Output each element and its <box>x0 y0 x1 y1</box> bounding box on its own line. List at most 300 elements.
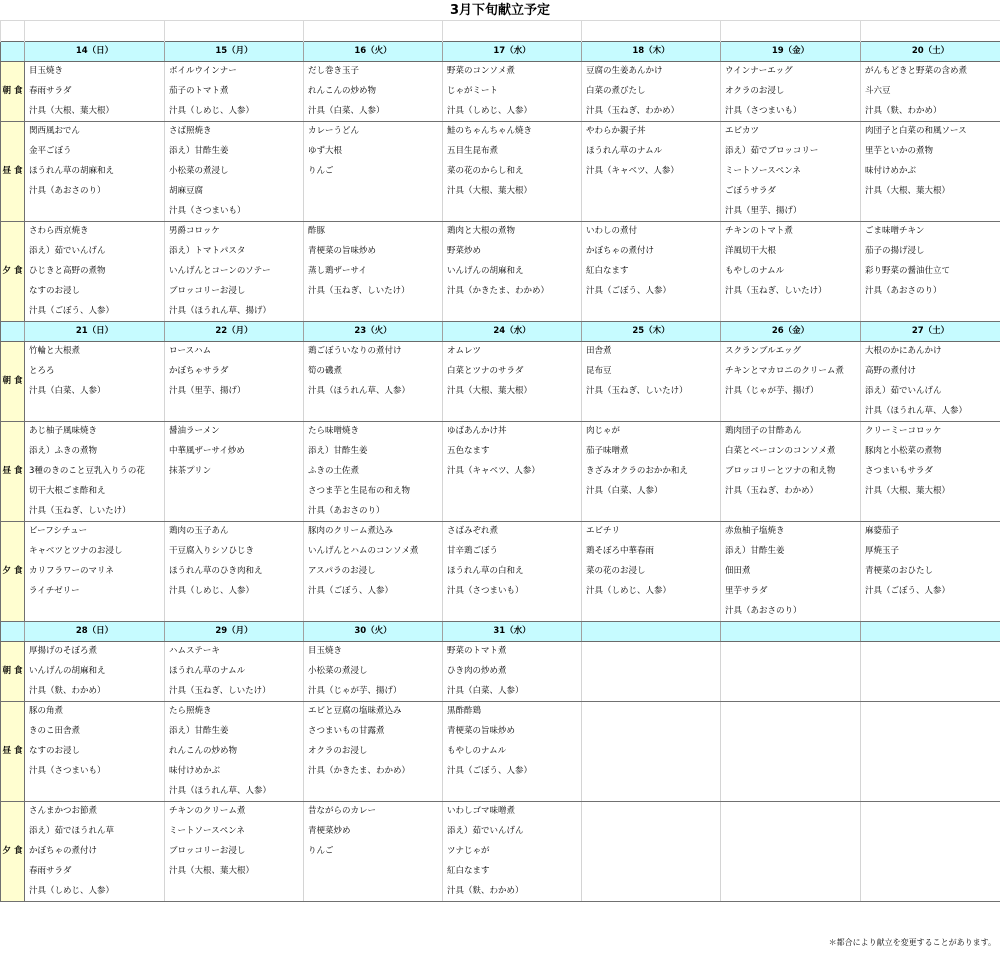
dish-cell: 男爵コロッケ <box>165 222 304 242</box>
dish-cell <box>721 702 861 722</box>
dish-cell: 汁具（玉ねぎ、しいたけ） <box>582 382 721 402</box>
spacer-cell <box>861 21 1000 42</box>
dish-cell: れんこんの炒め物 <box>165 742 304 762</box>
header-corner <box>1 322 25 342</box>
dish-cell: 汁具（しめじ、人参） <box>582 582 721 602</box>
dish-cell <box>304 602 443 622</box>
dish-cell: 斗六豆 <box>861 82 1000 102</box>
dish-cell: ブロッコリーお浸し <box>165 842 304 862</box>
dish-cell: 添え）茹でほうれん草 <box>25 822 165 842</box>
dish-cell: 金平ごぼう <box>25 142 165 162</box>
dish-cell <box>861 642 1000 662</box>
dish-cell: 汁具（かきたま、わかめ） <box>443 282 582 302</box>
menu-row <box>1 502 1000 522</box>
dish-cell <box>721 502 861 522</box>
spacer-cell <box>25 21 165 42</box>
menu-row <box>1 142 1000 162</box>
dish-cell: ツナじゃが <box>443 842 582 862</box>
dish-cell: 鶏肉の玉子あん <box>165 522 304 542</box>
dish-cell: 汁具（ごぼう、人参） <box>443 762 582 782</box>
dish-cell <box>304 862 443 882</box>
dish-cell: もやしのナムル <box>443 742 582 762</box>
dish-cell <box>304 182 443 202</box>
dish-cell: ほうれん草のひき肉和え <box>165 562 304 582</box>
menu-row <box>1 402 1000 422</box>
day-header: 18（木） <box>582 42 721 62</box>
dish-cell: 赤魚柚子塩焼き <box>721 522 861 542</box>
menu-row <box>1 242 1000 262</box>
dish-cell: 青梗菜の旨味炒め <box>304 242 443 262</box>
dish-cell: 竹輪と大根煮 <box>25 342 165 362</box>
dish-cell: 添え）トマトパスタ <box>165 242 304 262</box>
day-header: 20（土） <box>861 42 1000 62</box>
spacer-cell <box>165 21 304 42</box>
dish-cell <box>25 202 165 222</box>
menu-row <box>1 722 1000 742</box>
dish-cell: 菜の花のお浸し <box>582 562 721 582</box>
dish-cell: 野菜炒め <box>443 242 582 262</box>
dish-cell: ゆばあんかけ丼 <box>443 422 582 442</box>
dish-cell: 汁具（大根、葉大根） <box>861 182 1000 202</box>
dish-cell: 春雨サラダ <box>25 862 165 882</box>
dish-cell: 昔ながらのカレー <box>304 802 443 822</box>
dinner-label: 夕 食 <box>1 802 25 902</box>
dish-cell <box>582 662 721 682</box>
menu-row <box>1 422 1000 442</box>
dish-cell: クリーミーコロッケ <box>861 422 1000 442</box>
menu-row <box>1 302 1000 322</box>
dish-cell <box>861 702 1000 722</box>
dish-cell: 白菜とベーコンのコンソメ煮 <box>721 442 861 462</box>
dish-cell <box>443 302 582 322</box>
dish-cell: 汁具（あおさのり） <box>304 502 443 522</box>
dish-cell: 豆腐の生姜あんかけ <box>582 62 721 82</box>
menu-row <box>1 602 1000 622</box>
dish-cell <box>861 762 1000 782</box>
dish-cell: 汁具（大根、葉大根） <box>861 482 1000 502</box>
menu-row <box>1 822 1000 842</box>
dish-cell: なすのお浸し <box>25 282 165 302</box>
dish-cell <box>443 502 582 522</box>
dish-cell: 中華風ザーサイ炒め <box>165 442 304 462</box>
dish-cell: 汁具（大根、葉大根） <box>165 862 304 882</box>
dish-cell: さつまいもサラダ <box>861 462 1000 482</box>
dish-cell: 添え）茹でいんげん <box>861 382 1000 402</box>
dish-cell: 青梗菜炒め <box>304 822 443 842</box>
dish-cell: 筍の磯煮 <box>304 362 443 382</box>
dish-cell: キャベツとツナのお浸し <box>25 542 165 562</box>
lunch-label: 昼 食 <box>1 702 25 802</box>
dish-cell: いわしゴマ味噌煮 <box>443 802 582 822</box>
dish-cell: 野菜のコンソメ煮 <box>443 62 582 82</box>
menu-row <box>1 462 1000 482</box>
day-header: 24（水） <box>443 322 582 342</box>
dish-cell: 鶏肉団子の甘酢あん <box>721 422 861 442</box>
dish-cell: 汁具（ごぼう、人参） <box>304 582 443 602</box>
dish-cell: 紅白なます <box>443 862 582 882</box>
dish-cell <box>721 762 861 782</box>
day-header: 28（日） <box>25 622 165 642</box>
dish-cell <box>861 502 1000 522</box>
menu-row <box>1 342 1000 362</box>
spacer-cell <box>582 21 721 42</box>
dish-cell <box>721 782 861 802</box>
dish-cell <box>582 602 721 622</box>
dish-cell: 青梗菜の旨味炒め <box>443 722 582 742</box>
menu-row <box>1 122 1000 142</box>
dish-cell: とろろ <box>25 362 165 382</box>
dish-cell <box>721 842 861 862</box>
menu-row <box>1 802 1000 822</box>
dish-cell: 汁具（白菜、人参） <box>443 682 582 702</box>
dish-cell: 添え）甘酢生姜 <box>304 442 443 462</box>
dish-cell: 汁具（ほうれん草、人参） <box>861 402 1000 422</box>
dish-cell: 酢豚 <box>304 222 443 242</box>
menu-row <box>1 662 1000 682</box>
day-header <box>861 622 1000 642</box>
dish-cell: 白菜とツナのサラダ <box>443 362 582 382</box>
dish-cell <box>861 782 1000 802</box>
day-header: 21（日） <box>25 322 165 342</box>
dish-cell: 鶏そぼろ中華春雨 <box>582 542 721 562</box>
dish-cell: ごぼうサラダ <box>721 182 861 202</box>
dish-cell: たら味噌焼き <box>304 422 443 442</box>
dish-cell <box>443 482 582 502</box>
dish-cell: きざみオクラのおかか和え <box>582 462 721 482</box>
menu-row <box>1 642 1000 662</box>
dish-cell <box>165 482 304 502</box>
dish-cell: ビーフシチュー <box>25 522 165 542</box>
dish-cell: エビチリ <box>582 522 721 542</box>
dish-cell: 茄子の揚げ浸し <box>861 242 1000 262</box>
dish-cell <box>721 302 861 322</box>
dish-cell <box>25 602 165 622</box>
dish-cell: 汁具（しめじ、人参） <box>165 582 304 602</box>
dinner-label: 夕 食 <box>1 522 25 622</box>
dish-cell <box>861 842 1000 862</box>
dish-cell: オクラのお浸し <box>304 742 443 762</box>
dish-cell: いんげんとハムのコンソメ煮 <box>304 542 443 562</box>
dish-cell: 汁具（ごぼう、人参） <box>861 582 1000 602</box>
dish-cell <box>861 302 1000 322</box>
dish-cell: だし巻き玉子 <box>304 62 443 82</box>
dish-cell <box>165 882 304 902</box>
dish-cell: きのこ田舎煮 <box>25 722 165 742</box>
dish-cell: 汁具（さつまいも） <box>25 762 165 782</box>
dish-cell <box>582 642 721 662</box>
menu-row <box>1 742 1000 762</box>
menu-row <box>1 202 1000 222</box>
dish-cell <box>582 862 721 882</box>
dish-cell <box>721 862 861 882</box>
dish-cell <box>721 642 861 662</box>
dish-cell: 洋風切干大根 <box>721 242 861 262</box>
menu-body <box>1 21 1000 902</box>
menu-row <box>1 862 1000 882</box>
menu-row <box>1 562 1000 582</box>
dinner-label: 夕 食 <box>1 222 25 322</box>
dish-cell: れんこんの炒め物 <box>304 82 443 102</box>
dish-cell: 大根のかにあんかけ <box>861 342 1000 362</box>
dish-cell <box>304 782 443 802</box>
dish-cell: さわら西京焼き <box>25 222 165 242</box>
dish-cell <box>721 662 861 682</box>
menu-row <box>1 762 1000 782</box>
dish-cell: ハムステーキ <box>165 642 304 662</box>
dish-cell: いんげんとコーンのソテー <box>165 262 304 282</box>
dish-cell: 汁具（麩、わかめ） <box>443 882 582 902</box>
dish-cell: 添え）甘酢生姜 <box>165 142 304 162</box>
dish-cell: 肉じゃが <box>582 422 721 442</box>
menu-row <box>1 702 1000 722</box>
dish-cell: ミートソースペンネ <box>165 822 304 842</box>
dish-cell <box>721 802 861 822</box>
dish-cell <box>443 602 582 622</box>
dish-cell: ゆず大根 <box>304 142 443 162</box>
dish-cell: 汁具（麩、わかめ） <box>25 682 165 702</box>
dish-cell: 鮭のちゃんちゃん焼き <box>443 122 582 142</box>
dish-cell: 蒸し鶏ザーサイ <box>304 262 443 282</box>
dish-cell: 汁具（ほうれん草、人参） <box>165 782 304 802</box>
dish-cell: チキンのトマト煮 <box>721 222 861 242</box>
dish-cell: 汁具（玉ねぎ、しいたけ） <box>304 282 443 302</box>
dish-cell: 干豆腐入りシソひじき <box>165 542 304 562</box>
dish-cell: 汁具（さつまいも） <box>165 202 304 222</box>
dish-cell <box>582 302 721 322</box>
spacer-cell <box>721 21 861 42</box>
page-title: 3月下旬献立予定 <box>449 3 551 18</box>
dish-cell: いんげんの胡麻和え <box>443 262 582 282</box>
dish-cell <box>721 722 861 742</box>
week-header-row <box>1 322 1000 342</box>
dish-cell: いんげんの胡麻和え <box>25 662 165 682</box>
menu-row <box>1 882 1000 902</box>
dish-cell: ひじきと高野の煮物 <box>25 262 165 282</box>
dish-cell <box>443 782 582 802</box>
day-header: 17（水） <box>443 42 582 62</box>
menu-row <box>1 682 1000 702</box>
menu-row <box>1 522 1000 542</box>
dish-cell <box>165 402 304 422</box>
menu-row <box>1 62 1000 82</box>
dish-cell <box>861 202 1000 222</box>
dish-cell <box>861 662 1000 682</box>
dish-cell: 汁具（あおさのり） <box>861 282 1000 302</box>
dish-cell: 汁具（じゃが芋、揚げ） <box>721 382 861 402</box>
dish-cell: 抹茶プリン <box>165 462 304 482</box>
dish-cell: 豚の角煮 <box>25 702 165 722</box>
dish-cell: エビカツ <box>721 122 861 142</box>
dish-cell: 汁具（白菜、人参） <box>304 102 443 122</box>
day-header: 31（水） <box>443 622 582 642</box>
dish-cell: 汁具（さつまいも） <box>443 582 582 602</box>
dish-cell: 添え）甘酢生姜 <box>165 722 304 742</box>
dish-cell: 汁具（大根、葉大根） <box>443 382 582 402</box>
header-corner <box>1 42 25 62</box>
menu-row <box>1 282 1000 302</box>
day-header <box>721 622 861 642</box>
dish-cell: ほうれん草の白和え <box>443 562 582 582</box>
week-header-row <box>1 622 1000 642</box>
dish-cell: 菜の花のからし和え <box>443 162 582 182</box>
dish-cell: ウインナーエッグ <box>721 62 861 82</box>
dish-cell: なすのお浸し <box>25 742 165 762</box>
dish-cell: 3種のきのこと豆乳入りうの花 <box>25 462 165 482</box>
dish-cell: さつま芋と生昆布の和え物 <box>304 482 443 502</box>
dish-cell: 豚肉と小松菜の煮物 <box>861 442 1000 462</box>
dish-cell <box>165 602 304 622</box>
spacer-cell <box>1 21 25 42</box>
dish-cell: 茄子味噌煮 <box>582 442 721 462</box>
dish-cell: 汁具（キャベツ、人参） <box>582 162 721 182</box>
dish-cell: 野菜のトマト煮 <box>443 642 582 662</box>
dish-cell: 添え）茹でブロッコリー <box>721 142 861 162</box>
dish-cell: かぼちゃサラダ <box>165 362 304 382</box>
dish-cell: 佃田煮 <box>721 562 861 582</box>
dish-cell: 鶏ごぼういなりの煮付け <box>304 342 443 362</box>
dish-cell <box>582 682 721 702</box>
dish-cell: 五目生昆布煮 <box>443 142 582 162</box>
lunch-label: 昼 食 <box>1 422 25 522</box>
dish-cell <box>861 602 1000 622</box>
dish-cell <box>721 822 861 842</box>
menu-row <box>1 582 1000 602</box>
dish-cell: 汁具（ごぼう、人参） <box>25 302 165 322</box>
dish-cell <box>25 782 165 802</box>
dish-cell: 汁具（大根、葉大根） <box>443 182 582 202</box>
dish-cell <box>861 722 1000 742</box>
dish-cell: りんご <box>304 842 443 862</box>
dish-cell <box>582 742 721 762</box>
dish-cell: 汁具（大根、葉大根） <box>25 102 165 122</box>
dish-cell: ごま味噌チキン <box>861 222 1000 242</box>
dish-cell <box>304 202 443 222</box>
dish-cell <box>443 202 582 222</box>
day-header: 14（日） <box>25 42 165 62</box>
header-corner <box>1 622 25 642</box>
dish-cell: 添え）茹でいんげん <box>25 242 165 262</box>
dish-cell <box>582 702 721 722</box>
dish-cell: 汁具（キャベツ、人参） <box>443 462 582 482</box>
menu-row <box>1 182 1000 202</box>
dish-cell: 汁具（しめじ、人参） <box>25 882 165 902</box>
dish-cell <box>304 402 443 422</box>
dish-cell: エビと豆腐の塩昧煮込み <box>304 702 443 722</box>
dish-cell: 目玉焼き <box>25 62 165 82</box>
menu-row <box>1 82 1000 102</box>
dish-cell: もやしのナムル <box>721 262 861 282</box>
dish-cell: 麻婆茄子 <box>861 522 1000 542</box>
dish-cell: 青梗菜のおひたし <box>861 562 1000 582</box>
day-header: 15（月） <box>165 42 304 62</box>
day-header: 16（火） <box>304 42 443 62</box>
menu-row <box>1 222 1000 242</box>
dish-cell: ひき肉の炒め煮 <box>443 662 582 682</box>
dish-cell <box>582 182 721 202</box>
dish-cell <box>582 882 721 902</box>
dish-cell: 汁具（白菜、人参） <box>582 482 721 502</box>
dish-cell: 汁具（玉ねぎ、しいたけ） <box>165 682 304 702</box>
dish-cell: 彩り野菜の醤油仕立て <box>861 262 1000 282</box>
dish-cell <box>443 402 582 422</box>
menu-row <box>1 162 1000 182</box>
dish-cell: 肉団子と白菜の和風ソース <box>861 122 1000 142</box>
dish-cell: 高野の煮付け <box>861 362 1000 382</box>
dish-cell: カリフラワーのマリネ <box>25 562 165 582</box>
dish-cell: 味付けめかぶ <box>861 162 1000 182</box>
dish-cell <box>721 882 861 902</box>
dish-cell: 汁具（里芋、揚げ） <box>721 202 861 222</box>
dish-cell: かぼちゃの煮付け <box>25 842 165 862</box>
day-header: 19（金） <box>721 42 861 62</box>
dish-cell: じゃがミート <box>443 82 582 102</box>
menu-row <box>1 782 1000 802</box>
dish-cell: 里芋といかの煮物 <box>861 142 1000 162</box>
dish-cell: 汁具（玉ねぎ、わかめ） <box>582 102 721 122</box>
footnote: ＊都合により献立を変更することがあります。 <box>828 938 996 947</box>
spacer-cell <box>443 21 582 42</box>
dish-cell: 目玉焼き <box>304 642 443 662</box>
dish-cell: さばみぞれ煮 <box>443 522 582 542</box>
menu-row <box>1 362 1000 382</box>
dish-cell <box>582 762 721 782</box>
dish-cell: オクラのお浸し <box>721 82 861 102</box>
day-header <box>582 622 721 642</box>
day-header: 29（月） <box>165 622 304 642</box>
dish-cell: 汁具（麩、わかめ） <box>861 102 1000 122</box>
dish-cell: 田舎煮 <box>582 342 721 362</box>
dish-cell: さんまかつお節煮 <box>25 802 165 822</box>
dish-cell: 汁具（あおさのり） <box>25 182 165 202</box>
breakfast-label: 朝 食 <box>1 642 25 702</box>
dish-cell: 関西風おでん <box>25 122 165 142</box>
menu-row <box>1 262 1000 282</box>
breakfast-label: 朝 食 <box>1 62 25 122</box>
dish-cell <box>861 682 1000 702</box>
dish-cell: 汁具（玉ねぎ、しいたけ） <box>721 282 861 302</box>
dish-cell <box>582 402 721 422</box>
dish-cell: やわらか親子丼 <box>582 122 721 142</box>
dish-cell: 汁具（あおさのり） <box>721 602 861 622</box>
dish-cell: アスパラのお浸し <box>304 562 443 582</box>
dish-cell <box>861 862 1000 882</box>
menu-table <box>0 20 1000 902</box>
dish-cell <box>861 802 1000 822</box>
menu-row <box>1 542 1000 562</box>
dish-cell: 味付けめかぶ <box>165 762 304 782</box>
dish-cell: 添え）ふきの煮物 <box>25 442 165 462</box>
dish-cell <box>165 502 304 522</box>
dish-cell: 添え）甘酢生姜 <box>721 542 861 562</box>
dish-cell: 汁具（里芋、揚げ） <box>165 382 304 402</box>
dish-cell <box>721 682 861 702</box>
dish-cell: チキンとマカロニのクリーム煮 <box>721 362 861 382</box>
dish-cell: 汁具（玉ねぎ、しいたけ） <box>25 502 165 522</box>
day-header: 23（火） <box>304 322 443 342</box>
dish-cell: 五色なます <box>443 442 582 462</box>
dish-cell: 鶏肉と大根の煮物 <box>443 222 582 242</box>
dish-cell: 汁具（かきたま、わかめ） <box>304 762 443 782</box>
dish-cell: 昆布豆 <box>582 362 721 382</box>
dish-cell: 黒酢酢鶏 <box>443 702 582 722</box>
dish-cell <box>861 882 1000 902</box>
dish-cell: カレーうどん <box>304 122 443 142</box>
dish-cell: ふきの土佐煮 <box>304 462 443 482</box>
dish-cell: 里芋サラダ <box>721 582 861 602</box>
dish-cell: さつまいもの甘露煮 <box>304 722 443 742</box>
dish-cell <box>25 402 165 422</box>
dish-cell: ブロッコリーお浸し <box>165 282 304 302</box>
